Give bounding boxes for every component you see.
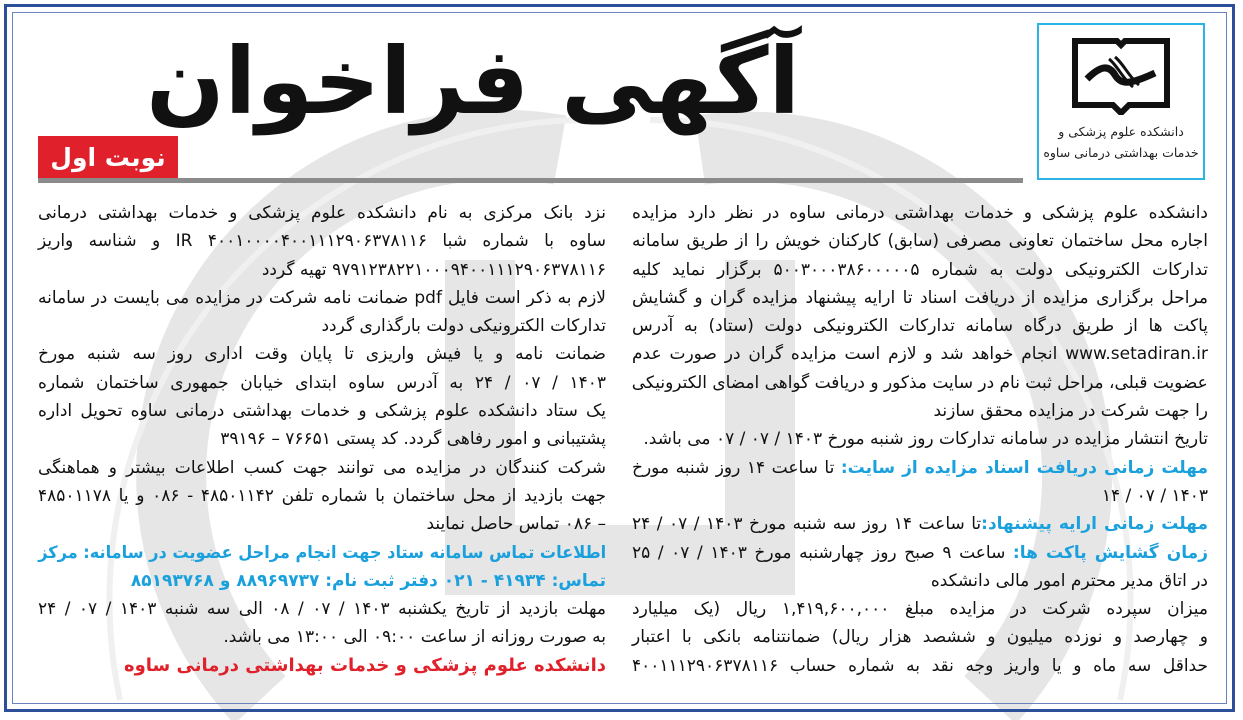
text-line [632, 623, 1208, 651]
line-text: حداقل سه ماه و یا واریز وجه نقد به شماره حساب ۴۰۰۱۱۱۲۹۰۶۳۷۸۱۱۶ [632, 655, 1208, 676]
line-text: تدارکات الکترونیکی دولت بارگذاری گردد [321, 316, 606, 337]
text-line [632, 595, 1208, 623]
line-text: www.setadiran.ir انجام خواهد شد و لازم است مزایده گران در صورت عدم [632, 344, 1208, 365]
text-line [38, 369, 606, 397]
text-line [632, 284, 1208, 312]
line-text: – ۰۸۶ تماس حاصل نمایند [426, 514, 606, 535]
highlight-label: مهلت زمانی دریافت اسناد مزایده از سایت: [840, 457, 1208, 478]
text-line [38, 454, 606, 482]
text-line [632, 425, 1208, 453]
text-line [38, 256, 606, 284]
left-column [38, 199, 606, 680]
line-text: مراحل برگزاری مزایده از دریافت اسناد تا ارایه پیشنهاد مزایده گران و گشایش [632, 287, 1208, 308]
line-text: اجاره محل ساختمان تعاونی مصرفی (سابق) کارکنان خویش را از طریق سامانه [632, 231, 1208, 252]
text-line [632, 482, 1208, 510]
text-line [38, 397, 606, 425]
text-line [38, 284, 606, 312]
logo-text-line: خدمات بهداشتی درمانی ساوه [1043, 145, 1199, 160]
line-text: تا ساعت ۱۴ روز سه شنبه مورخ ۱۴۰۳ / ۰۷ / ۲۴ [632, 514, 982, 535]
text-line [632, 397, 1208, 425]
text-line [38, 227, 606, 255]
line-text: جهت بازدید از محل ساختمان با شماره تلفن ۴۸۵۰۱۱۴۲ - ۰۸۶ و یا ۴۸۵۰۱۱۷۸ [38, 485, 606, 506]
line-text: ۱۴۰۳ / ۰۷ / ۱۴ [1101, 485, 1208, 506]
line-text: ۹۷۹۱۲۳۸۲۲۱۰۰۰۹۴۰۰۱۱۱۲۹۰۶۳۷۸۱۱۶ تهیه گردد [261, 259, 606, 280]
line-text: تاریخ انتشار مزایده در سامانه تدارکات روز شنبه مورخ ۱۴۰۳ / ۰۷ / ۰۷ می باشد. [643, 429, 1208, 450]
line-text: نزد بانک مرکزی به نام دانشکده علوم پزشکی و خدمات بهداشتی درمانی [38, 203, 606, 223]
book-emblem-icon [1071, 35, 1171, 115]
line-text: شرکت کنندگان در مزایده می توانند جهت کسب اطلاعات بیشتر و هماهنگی [38, 457, 606, 478]
ad-title: آگهی فراخوان [146, 28, 800, 135]
university-logo [1037, 23, 1205, 180]
text-line [632, 539, 1208, 567]
line-text: تدارکات الکترونیکی دولت به شماره ۵۰۰۳۰۰۰۳۸۶۰۰۰۰۰۵ برگزار نماید کلیه [632, 259, 1208, 280]
line-text: لازم به ذکر است فایل pdf ضمانت نامه شرکت در مزایده می بایست در سامانه [38, 287, 606, 308]
text-line [38, 539, 606, 567]
line-text: یک ستاد دانشکده علوم پزشکی و خدمات بهداشتی درمانی ساوه تحویل اداره [38, 401, 606, 422]
line-text: را جهت شرکت در مزایده محقق سازند [933, 401, 1208, 422]
highlight-label: زمان گشایش پاکت ها: [1012, 542, 1208, 563]
text-line [38, 567, 606, 595]
text-line [38, 482, 606, 510]
text-line [632, 227, 1208, 255]
text-line [38, 510, 606, 538]
text-line [38, 199, 606, 227]
line-text: ساوه با شماره شبا IR ۴۰۰۱۰۰۰۰۴۰۰۱۱۱۲۹۰۶۳۷۸۱۱۶ و شناسه واریز [38, 231, 606, 252]
right-column [632, 199, 1208, 680]
text-line [632, 340, 1208, 368]
line-text: تماس: ۴۱۹۳۴ - ۰۲۱ دفتر ثبت نام: ۸۸۹۶۹۷۳۷ و ۸۵۱۹۳۷۶۸ [130, 570, 606, 591]
text-line [632, 567, 1208, 595]
text-line [38, 340, 606, 368]
line-text: ۱۴۰۳ / ۰۷ / ۲۴ به آدرس ساوه ابتدای خیابان جمهوری ساختمان شماره [38, 372, 606, 393]
line-text: میزان سپرده شرکت در مزایده مبلغ ۱,۴۱۹,۶۰۰,۰۰۰ ریال (یک میلیارد [632, 599, 1209, 620]
line-text: و چهارصد و نوزده میلیون و ششصد هزار ریال) ضمانتنامه بانکی با اعتبار [632, 627, 1208, 648]
text-line [38, 623, 606, 651]
line-text: مهلت بازدید از تاریخ یکشنبه ۱۴۰۳ / ۰۷ / ۰۸ الی سه شنبه ۱۴۰۳ / ۰۷ / ۲۴ [38, 599, 606, 620]
text-line [632, 369, 1208, 397]
text-line [632, 199, 1208, 227]
text-line [38, 595, 606, 623]
text-line [38, 312, 606, 340]
line-text: در اتاق مدیر محترم امور مالی دانشکده [930, 570, 1208, 591]
line-text: تا ساعت ۱۴ روز شنبه مورخ [632, 457, 841, 478]
logo-text-line: دانشکده علوم پزشکی و [1058, 124, 1184, 139]
line-text: ساعت ۹ صبح روز چهارشنبه مورخ ۱۴۰۳ / ۰۷ / ۲۵ [632, 542, 1013, 563]
text-line [38, 652, 606, 680]
text-line [632, 256, 1208, 284]
text-line [632, 652, 1208, 680]
line-text: عضویت قبلی، مراحل ثبت نام در سایت مذکور و دریافت گواهی امضای الکترونیکی [632, 372, 1208, 393]
text-line [632, 510, 1208, 538]
text-line [632, 312, 1208, 340]
edition-badge: نوبت اول [38, 136, 178, 180]
line-text: اطلاعات تماس سامانه ستاد جهت انجام مراحل عضویت در سامانه: مرکز [38, 542, 606, 563]
line-text: دانشکده علوم پزشکی و خدمات بهداشتی درمانی ساوه در نظر دارد مزایده [632, 203, 1208, 223]
highlight-label: مهلت زمانی ارایه پیشنهاد: [981, 514, 1208, 535]
line-text: ضمانت نامه و یا فیش واریزی تا پایان وقت اداری روز سه شنبه مورخ [38, 344, 606, 365]
line-text: پشتیبانی و امور رفاهی گردد. کد پستی ۷۶۶۵۱ – ۳۹۱۹۶ [220, 429, 606, 450]
text-line [632, 454, 1208, 482]
text-line [38, 425, 606, 453]
header-divider [38, 178, 1023, 183]
line-text: پاکت ها از طریق درگاه سامانه تدارکات الکترونیکی دولت (ستاد) به آدرس [632, 316, 1208, 337]
line-text: دانشکده علوم پزشکی و خدمات بهداشتی درمانی ساوه [123, 654, 606, 676]
line-text: به صورت روزانه از ساعت ۰۹:۰۰ الی ۱۳:۰۰ می باشد. [223, 627, 606, 648]
